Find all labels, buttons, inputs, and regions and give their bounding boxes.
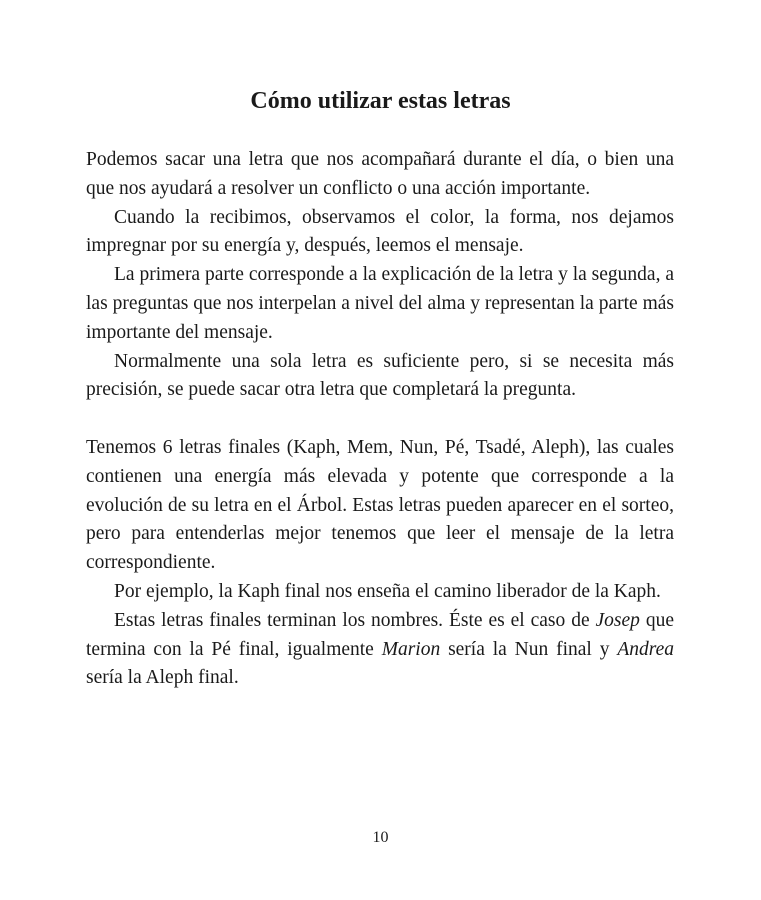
paragraph: La primera parte corresponde a la explicación de la letra y la segunda, a las preguntas que nos interpelan a nivel del alma y representan la parte más importante del mensaje. <box>86 264 674 343</box>
text-run: que termina con la Pé final, igualmente <box>86 609 674 660</box>
page-number: 10 <box>372 829 389 846</box>
italic-name-marion: Marion <box>381 638 441 660</box>
paragraph: Normalmente una sola letra es suficiente pero, si se necesita más precisión, se puede sacar otra letra que completará la pregunta. <box>86 350 674 401</box>
body-text <box>86 146 674 693</box>
paragraph: Tenemos 6 letras finales (Kaph, Mem, Nun, Pé, Tsadé, Aleph), las cuales contienen una energía más elevada y potente que corresponde a la evolución de su letra en el Árbol. Estas letras pueden aparecer en el sorteo, pero para entenderlas mejor tenemos que leer el mensaje de la letra correspondiente. <box>86 436 674 574</box>
paragraph: Cuando la recibimos, observamos el color, la forma, nos dejamos impregnar por su energía y, después, leemos el mensaje. <box>86 206 674 257</box>
paragraph: Podemos sacar una letra que nos acompañará durante el día, o bien una que nos ayudará a resolver un conflicto o una acción importante. <box>86 149 674 199</box>
page-title: Cómo utilizar estas letras <box>250 88 511 114</box>
italic-name-andrea: Andrea <box>617 638 675 660</box>
text-run: sería la Nun final y <box>440 638 618 660</box>
text-run: sería la Aleph final. <box>86 667 239 689</box>
section-break <box>86 405 674 434</box>
text-run: Estas letras finales terminan los nombres. Éste es el caso de <box>114 609 596 631</box>
paragraph: Por ejemplo, la Kaph final nos enseña el camino liberador de la Kaph. <box>114 580 661 602</box>
italic-name-josep: Josep <box>595 609 640 631</box>
paragraph <box>86 607 674 693</box>
